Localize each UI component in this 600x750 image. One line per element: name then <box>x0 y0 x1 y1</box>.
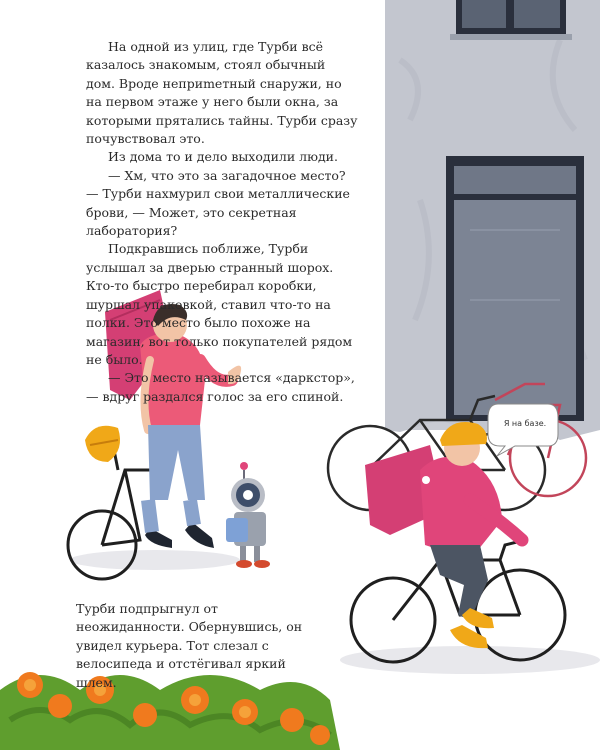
paragraph-dialog: — Хм, что это за загадочное место? — Турби нахмурил свои металлические брови, — Может, это секретная лаборатория? <box>86 167 350 239</box>
turbi-robot <box>226 462 270 568</box>
paragraph: Из дома то и дело выходили люди. <box>108 149 338 165</box>
paragraph: Турби подпрыгнул от неожиданности. Обернувшись, он увидел курьера. Тот слезал с велосипеда и отстёгивал яркий шлем. <box>76 601 303 690</box>
story-text-bottom <box>76 600 326 692</box>
speech-bubble-text: Я на базе. <box>503 419 547 428</box>
building-wall <box>385 0 600 440</box>
story-text <box>86 38 358 406</box>
paragraph-dialog: — Это место называется «даркстор», — вдруг раздался голос за его спиной. <box>86 370 355 404</box>
speech-bubble-shape <box>488 404 558 456</box>
courier-riding-bike <box>351 422 565 662</box>
paragraph: На одной из улиц, где Турби всё казалось знакомым, стоял обычный дом. Вроде неприmетный снаружи, но на первом этаже у него были окна, за которыми прятались тайны. Турби сразу почувствовал это. <box>86 39 358 147</box>
paragraph: Подкравшись поближе, Турби услышал за дверью странный шорох. Кто-то быстро перебирал коробки, шуршал упаковкой, ставил что-то на полки. Это место было похоже на магазин, вот только покупателей рядом не было. <box>86 241 353 367</box>
